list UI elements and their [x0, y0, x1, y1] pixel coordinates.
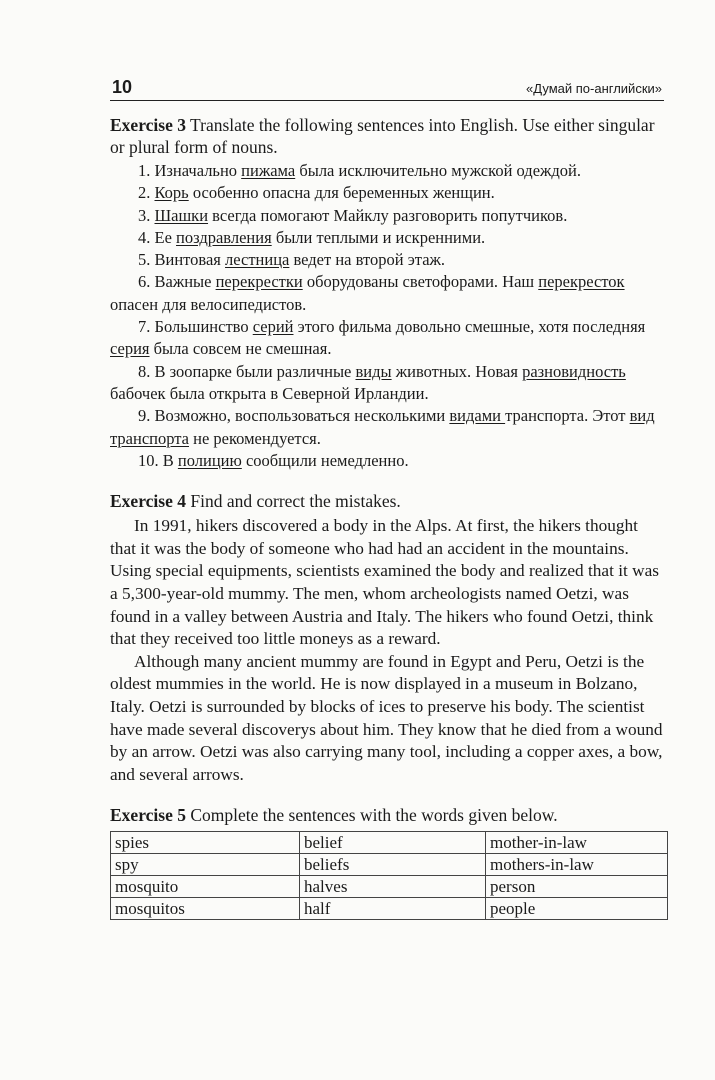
sentence-text: не рекомендуется. — [189, 428, 321, 448]
story-paragraph: Although many ancient mummy are found in Egypt and Peru, Oetzi is the oldest mummies in the world. He is now displayed in a museum in Bolzano, Italy. Oetzi is surrounded by blocks of ices to preserve his body. The scientist have made several discoverys about him. They know that he died from a wound by an arrow. Oetzi was also carrying many tool, including a copper axes, a bow, and several arrows. — [110, 651, 663, 784]
sentence-text: была совсем не смешная. — [149, 339, 332, 359]
table-row — [111, 832, 668, 854]
table-cell: beliefs — [300, 854, 486, 876]
table-row — [111, 898, 668, 920]
table-cell: mosquitos — [111, 898, 300, 920]
sentence-item — [110, 160, 666, 182]
sentence-text: 7. Большинство — [138, 317, 253, 337]
exercise5-instruction: Complete the sentences with the words given below. — [185, 805, 558, 826]
sentence-text: бабочек была открыта в Северной Ирландии. — [110, 383, 429, 403]
sentence-text: опасен для велосипедистов. — [110, 294, 307, 314]
underlined-word: Шашки — [154, 205, 209, 225]
table-cell: mother-in-law — [486, 832, 668, 854]
word-table — [110, 831, 668, 920]
table-row — [111, 854, 668, 876]
sentence-text: 2. — [138, 183, 155, 203]
underlined-word: виды — [355, 361, 392, 381]
underlined-word: перекрестки — [215, 272, 303, 292]
page-header — [110, 78, 664, 101]
sentence-text: сообщили немедленно. — [241, 450, 409, 470]
sentence-text: этого фильма довольно смешные, хотя последняя — [293, 317, 646, 337]
sentence-item — [110, 271, 666, 316]
underlined-word: пижама — [241, 161, 296, 180]
sentence-text: 9. Возможно, воспользоваться несколькими — [138, 406, 450, 426]
sentence-item — [110, 316, 666, 361]
underlined-word: перекресток — [538, 272, 625, 292]
sentence-item — [110, 227, 666, 249]
sentence-item — [110, 182, 666, 204]
sentence-text: всегда помогают Майклу разговорить попутчиков. — [208, 205, 568, 225]
underlined-word: разновидность — [522, 361, 626, 381]
exercise5-label: Exercise 5 — [110, 805, 186, 826]
sentence-item — [110, 405, 666, 450]
exercise5-heading — [110, 804, 666, 826]
underlined-word: серий — [252, 317, 294, 337]
table-cell: halves — [300, 876, 486, 898]
story-paragraph: In 1991, hikers discovered a body in the Alps. At first, the hikers thought that it was the body of someone who had had an accident in the mountains. Using special equipments, scientists examined the body and realized that it was a 5,300-year-old mummy. The men, whom archeologists named Oetzi, was found in a valley between Austria and Italy. The hikers who found Oetzi, think that they received too little moneys as a reward. — [110, 516, 660, 649]
sentence-text: 5. Винтовая — [138, 250, 226, 270]
sentence-item — [110, 249, 666, 271]
underlined-word: серия — [110, 339, 150, 359]
table-cell: person — [486, 876, 668, 898]
sentence-text: были теплыми и искренними. — [271, 227, 486, 247]
sentence-item — [110, 361, 666, 406]
underlined-word: полицию — [177, 450, 242, 470]
underlined-word: видами — [449, 406, 506, 426]
sentence-text: 4. Ее — [138, 227, 177, 247]
sentence-text: животных. Новая — [391, 361, 523, 381]
sentence-text: 3. — [138, 205, 155, 225]
table-cell: mothers-in-law — [486, 854, 668, 876]
exercise3-heading — [110, 114, 666, 158]
sentence-text: 10. В — [138, 450, 178, 470]
sentence-item — [110, 450, 666, 472]
sentence-item — [110, 205, 666, 227]
sentence-text: ведет на второй этаж. — [289, 250, 446, 270]
sentence-text: была исключительно мужской одеждой. — [295, 161, 582, 180]
sentence-text: оборудованы светофорами. Наш — [302, 272, 539, 292]
sentence-text: 1. Изначально — [138, 161, 242, 180]
sentence-text: особенно опасна для беременных женщин. — [188, 183, 495, 203]
table-row — [111, 876, 668, 898]
table-cell: people — [486, 898, 668, 920]
table-cell: mosquito — [111, 876, 300, 898]
sentence-text: 8. В зоопарке были различные — [138, 361, 356, 381]
exercise4-label: Exercise 4 — [110, 491, 186, 512]
sentence-text: транспорта. Этот — [505, 406, 630, 426]
underlined-word: лестница — [225, 250, 290, 270]
table-cell: spy — [111, 854, 300, 876]
book-title: «Думай по-английски» — [526, 81, 662, 96]
underlined-word: вид транспорта — [110, 406, 655, 448]
table-cell: spies — [111, 832, 300, 854]
table-cell: belief — [300, 832, 486, 854]
exercise3-label: Exercise 3 — [110, 115, 186, 135]
page-content — [110, 114, 666, 920]
table-cell: half — [300, 898, 486, 920]
underlined-word: поздравления — [176, 227, 272, 247]
sentence-text: 6. Важные — [138, 272, 216, 292]
underlined-word: Корь — [154, 183, 189, 203]
exercise4-text — [110, 515, 666, 786]
page-number: 10 — [112, 77, 133, 97]
exercise4-heading — [110, 490, 666, 512]
exercise4-instruction: Find and correct the mistakes. — [185, 491, 401, 512]
exercise3-sentences — [110, 160, 666, 472]
exercise3-instruction: Translate the following sentences into English. Use either singular or plural form of nouns. — [110, 115, 655, 157]
